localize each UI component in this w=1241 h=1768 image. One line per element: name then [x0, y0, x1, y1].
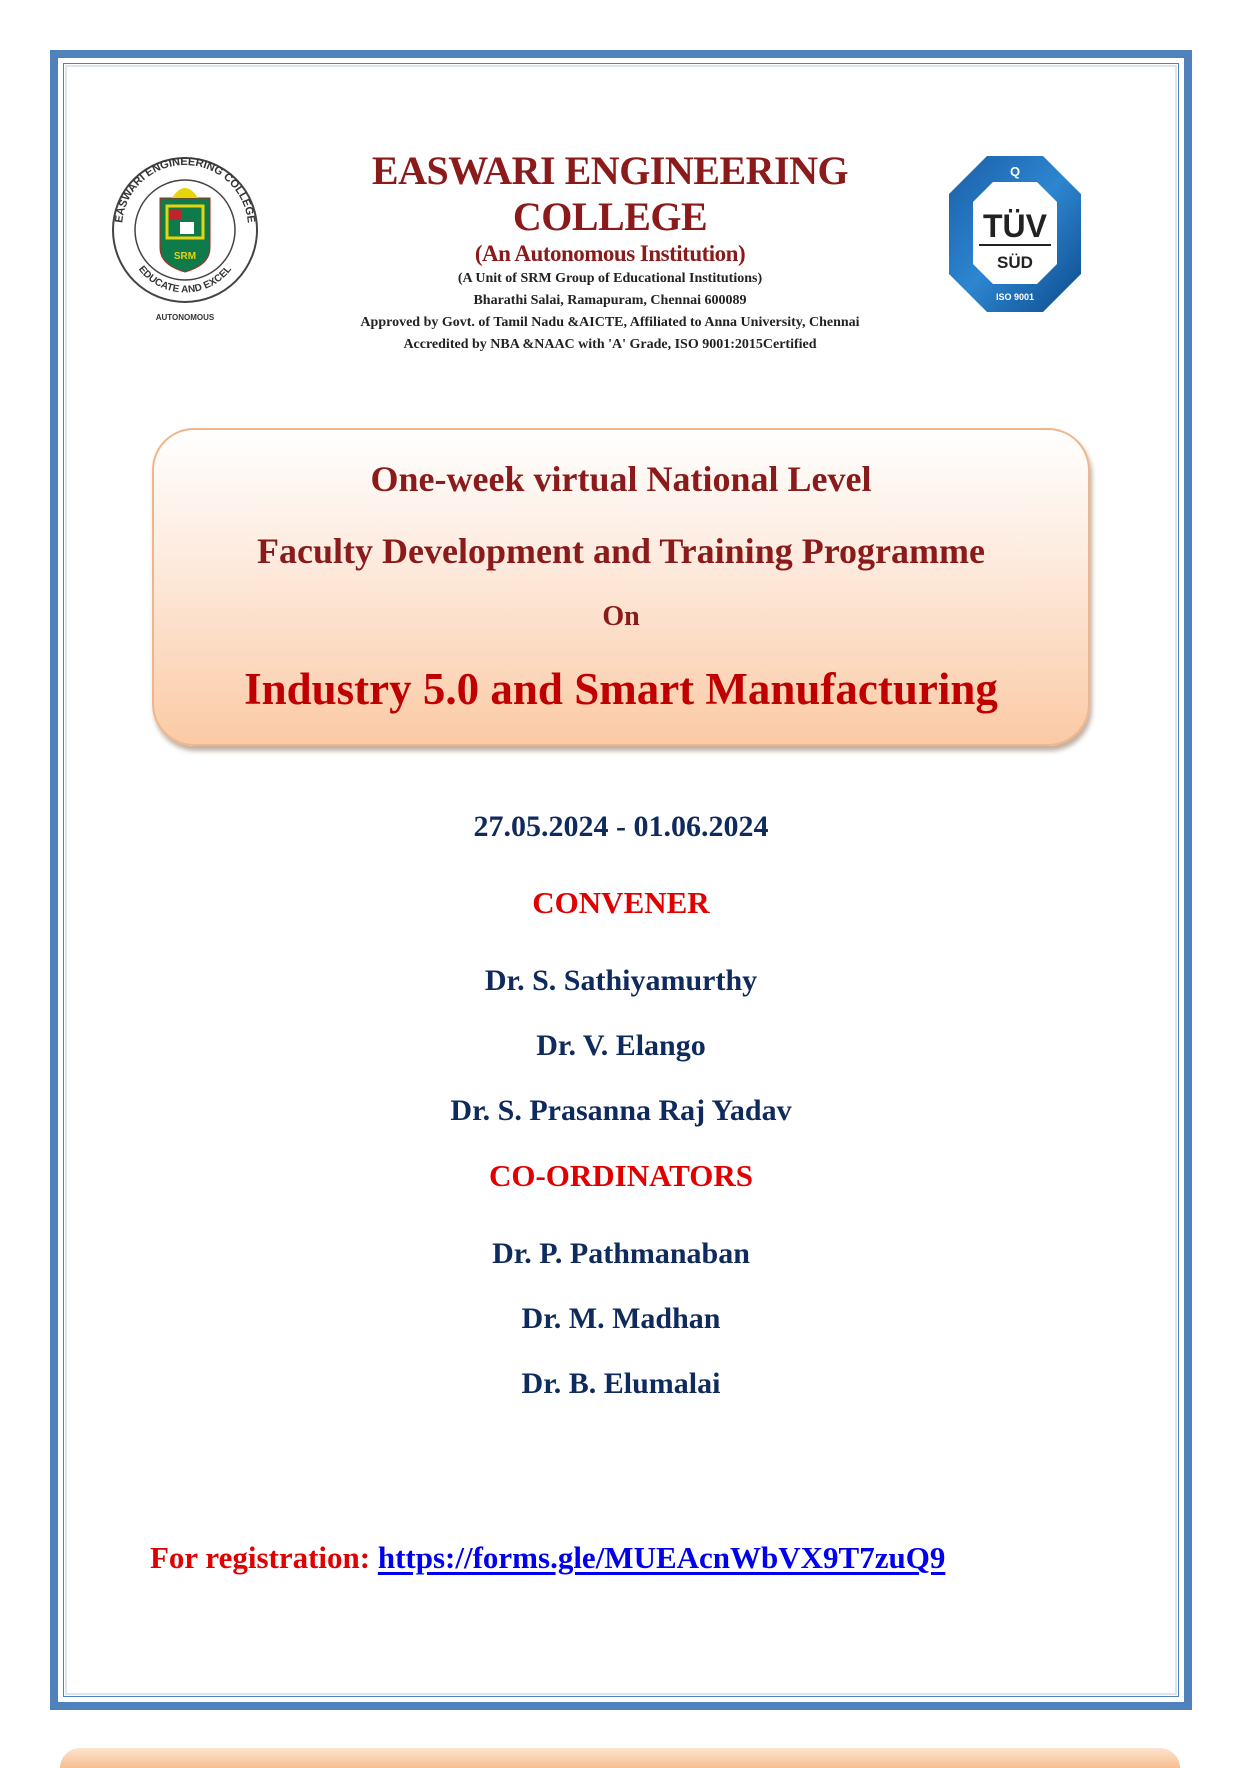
program-title: Industry 5.0 and Smart Manufacturing — [244, 664, 998, 714]
convener-name: Dr. V. Elango — [536, 1029, 706, 1062]
coordinator-name: Dr. P. Pathmanaban — [492, 1237, 750, 1270]
coordinators-heading: CO-ORDINATORS — [488, 1158, 754, 1193]
approval-line: Approved by Govt. of Tamil Nadu &AICTE, Affiliated to Anna University, Chennai — [360, 315, 860, 330]
svg-text:SRM: SRM — [173, 251, 197, 262]
registration-line — [150, 1540, 945, 1576]
coordinator-name: Dr. M. Madhan — [521, 1302, 721, 1335]
program-line1: One-week virtual National Level — [370, 459, 872, 499]
svg-text:EDUCATE AND EXCEL: EDUCATE AND EXCEL — [136, 263, 234, 296]
svg-text:TÜV: TÜV — [983, 208, 1047, 244]
registration-link[interactable]: https://forms.gle/MUEAcnWbVX9T7zuQ9 — [377, 1540, 946, 1575]
college-name-line2: COLLEGE — [512, 194, 708, 239]
next-page-box-edge — [60, 1748, 1180, 1768]
college-logo — [100, 150, 270, 325]
svg-text:ISO 9001: ISO 9001 — [995, 292, 1035, 302]
unit-line: (A Unit of SRM Group of Educational Institutions) — [457, 271, 763, 286]
accreditation-line: Accredited by NBA &NAAC with 'A' Grade, ISO 9001:2015Certified — [403, 337, 817, 352]
convener-name: Dr. S. Sathiyamurthy — [484, 964, 758, 997]
svg-text:Q: Q — [1009, 164, 1021, 179]
svg-text:SÜD: SÜD — [997, 253, 1033, 272]
college-header — [290, 148, 930, 356]
svg-text:EASWARI ENGINEERING COLLEGE: EASWARI ENGINEERING COLLEGE — [113, 155, 257, 224]
coordinator-name: Dr. B. Elumalai — [521, 1367, 721, 1400]
college-emblem-icon — [100, 150, 270, 325]
tuv-certification-icon — [945, 152, 1085, 317]
svg-text:AUTONOMOUS: AUTONOMOUS — [155, 313, 215, 322]
registration-label: For registration: — [150, 1540, 378, 1575]
event-dates: 27.05.2024 - 01.06.2024 — [473, 810, 769, 843]
convener-heading: CONVENER — [532, 885, 710, 920]
college-name-line1: EASWARI ENGINEERING — [371, 148, 849, 193]
program-title-box — [152, 428, 1090, 746]
tuv-sud-logo — [945, 152, 1085, 317]
convener-name: Dr. S. Prasanna Raj Yadav — [450, 1094, 792, 1127]
autonomous-label: (An Autonomous Institution) — [474, 241, 746, 266]
program-line2: Faculty Development and Training Programme — [257, 531, 985, 571]
program-line3: On — [602, 601, 640, 632]
address-line: Bharathi Salai, Ramapuram, Chennai 600089 — [473, 293, 747, 308]
